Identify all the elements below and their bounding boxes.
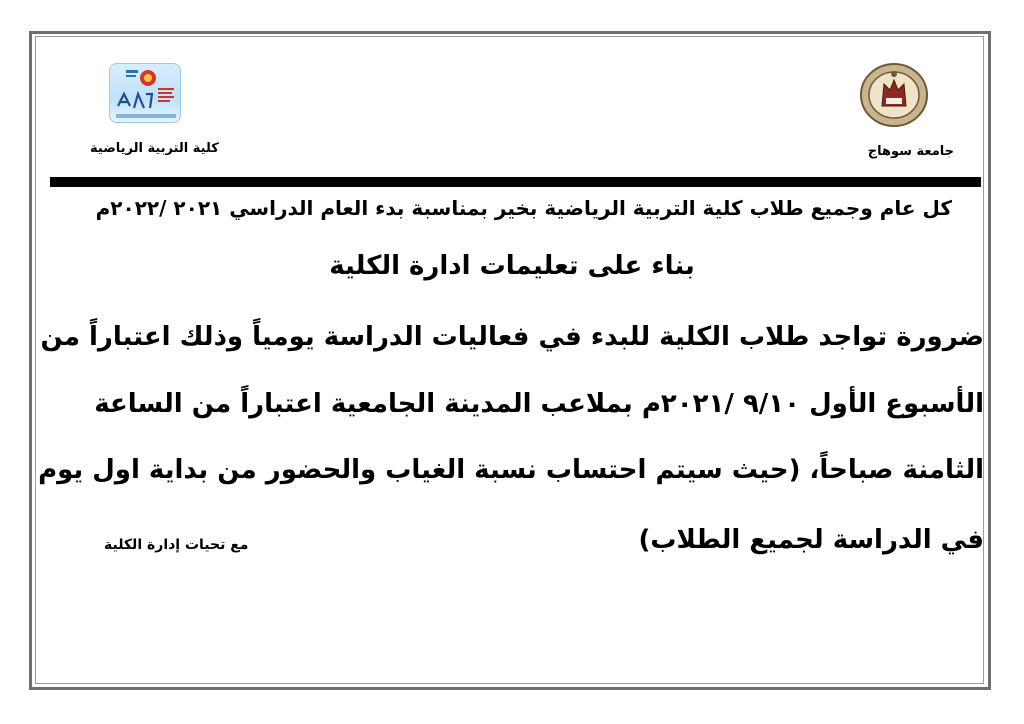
university-name-label: جامعة سوهاج (867, 144, 954, 159)
page-frame-inner (35, 36, 984, 684)
header-divider (50, 177, 981, 187)
body-line-3: الثامنة صباحاً، (حيث سيتم احتساب نسبة الغياب والحضور من بداية اول يوم (38, 455, 984, 485)
faculty-logo-icon (109, 63, 181, 123)
signoff-text: مع تحيات إدارة الكلية (104, 537, 249, 553)
body-line-2: الأسبوع الأول ٩/١٠ /٢٠٢١م بملاعب المدينة الجامعية اعتباراً من الساعة (94, 389, 984, 419)
greeting-line: كل عام وجميع طلاب كلية التربية الرياضية بخير بمناسبة بدء العام الدراسي ٢٠٢١ /٢٠٢٢م (95, 196, 952, 220)
faculty-name-label: كلية التربية الرياضية (90, 141, 219, 156)
body-line-4: في الدراسة لجميع الطلاب) (638, 525, 984, 555)
notice-subtitle: بناء على تعليمات ادارة الكلية (329, 251, 695, 281)
body-line-1: ضرورة تواجد طلاب الكلية للبدء في فعاليات الدراسة يومياً وذلك اعتباراً من (40, 322, 984, 352)
university-seal-icon (858, 62, 930, 128)
